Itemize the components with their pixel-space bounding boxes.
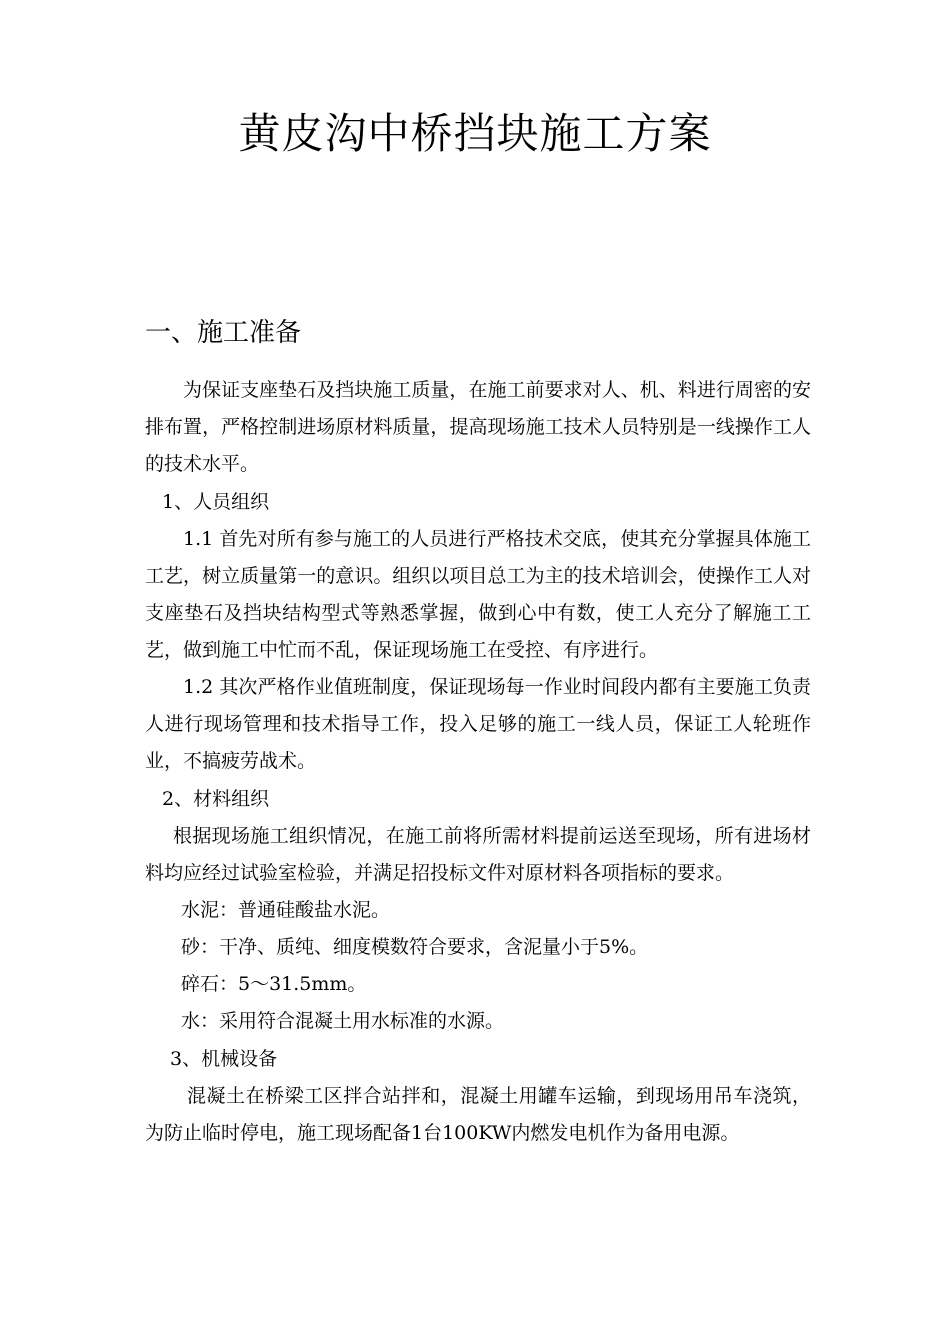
material-water: 水：采用符合混凝土用水标准的水源。 — [181, 1010, 505, 1032]
paragraph-personnel-1-2: 1.2 其次严格作业值班制度，保证现场每一作业时间段内都有主要施工负责人进行现场管理和技术指导工作，投入足够的施工一线人员，保证工人轮班作业，不搞疲劳战术。 — [145, 676, 811, 772]
document-title: 黄皮沟中桥挡块施工方案 — [238, 109, 712, 158]
subheading-personnel: 1、人员组织 — [162, 491, 270, 513]
subheading-equipment: 3、机械设备 — [170, 1048, 278, 1070]
material-gravel: 碎石：5～31.5mm。 — [181, 973, 367, 995]
section-heading-preparation: 一、施工准备 — [145, 318, 302, 348]
paragraph-personnel-1-1: 1.1 首先对所有参与施工的人员进行严格技术交底，使其充分掌握具体施工工艺，树立质量第一的意识。组织以项目总工为主的技术培训会，使操作工人对支座垫石及挡块结构型式等熟悉掌握，做到心中有数，使工人充分了解施工工艺，做到施工中忙而不乱，保证现场施工在受控、有序进行。 — [145, 528, 811, 661]
paragraph-intro: 为保证支座垫石及挡块施工质量，在施工前要求对人、机、料进行周密的安排布置，严格控制进场原材料质量，提高现场施工技术人员特别是一线操作工人的技术水平。 — [145, 379, 811, 475]
subheading-materials: 2、材料组织 — [162, 788, 270, 810]
material-sand: 砂：干净、质纯、细度模数符合要求，含泥量小于5%。 — [181, 936, 649, 958]
paragraph-equipment: 混凝土在桥梁工区拌合站拌和，混凝土用罐车运输，到现场用吊车浇筑，为防止临时停电，施工现场配备1台100KW内燃发电机作为备用电源。 — [145, 1085, 811, 1144]
paragraph-materials: 根据现场施工组织情况，在施工前将所需材料提前运送至现场，所有进场材料均应经过试验室检验，并满足招投标文件对原材料各项指标的要求。 — [145, 825, 811, 884]
material-cement: 水泥：普通硅酸盐水泥。 — [181, 899, 391, 921]
